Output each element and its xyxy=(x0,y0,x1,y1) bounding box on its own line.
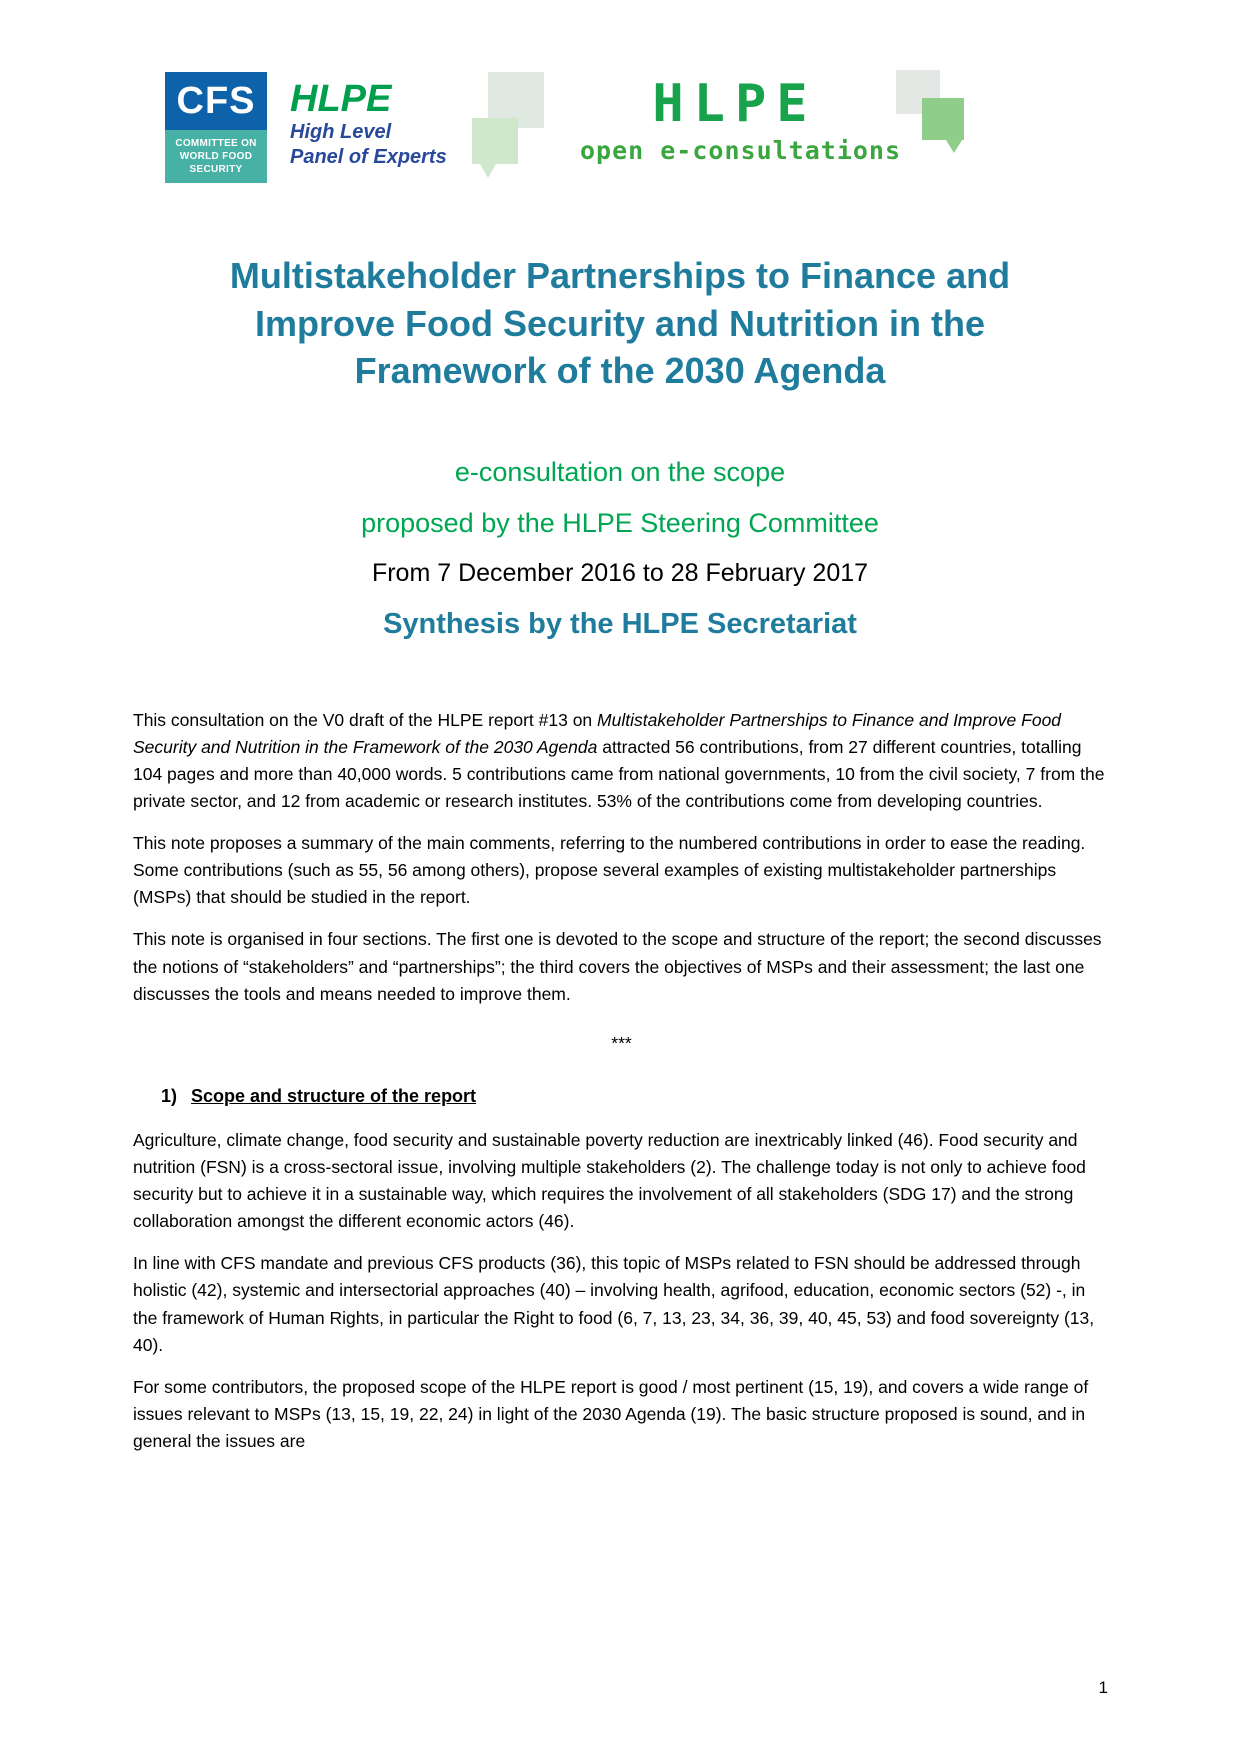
hlpe-logo xyxy=(290,80,447,170)
intro-paragraph-2: This note proposes a summary of the main comments, referring to the numbered contributions in order to ease the reading. Some contributions (such as 55, 56 among others), propose several examples of existing multistakeholder partnerships (MSPs) that should be studied in the report. xyxy=(133,833,1086,908)
section-1-title: Scope and structure of the report xyxy=(191,1085,477,1106)
subtitle-line-2: proposed by the HLPE Steering Committee xyxy=(361,507,879,538)
econsultations-logo-text xyxy=(580,74,902,165)
hlpe-logo-title: HLPE xyxy=(290,78,392,120)
synthesis-heading: Synthesis by the HLPE Secretariat xyxy=(383,607,857,640)
speech-bubble-icon xyxy=(922,98,964,140)
intro-paragraph-1 xyxy=(133,707,1110,816)
section-1-number: 1) xyxy=(161,1085,178,1106)
econsultations-logo-title: HLPE xyxy=(652,74,818,134)
hlpe-logo-line2: Panel of Experts xyxy=(290,145,447,168)
subtitle-line-1: e-consultation on the scope xyxy=(454,456,786,487)
econsultations-logo-subtitle: open e-consultations xyxy=(580,136,902,165)
cfs-logo xyxy=(165,72,267,183)
header xyxy=(0,0,1240,200)
section-1-paragraph-1: Agriculture, climate change, food security and sustainable poverty reduction are inextricably linked (46). Food security and nutrition (FSN) is a cross-sectoral issue, involving multiple stakeholders (2). The challenge today is not only to achieve food security but to achieve it in a sustainable way, which requires the involvement of all stakeholders (SDG 17) and the strong collaboration amongst the different economic actors (46). xyxy=(133,1129,1086,1232)
document-title: Multistakeholder Partnerships to Finance and Improve Food Security and Nutrition in the Framework of the 2030 Agenda xyxy=(229,255,1011,392)
section-separator: *** xyxy=(611,1032,632,1053)
body-content xyxy=(133,707,1110,1456)
cfs-logo-acronym: CFS xyxy=(165,72,267,130)
intro-paragraph-3: This note is organised in four sections. The first one is devoted to the scope and structure of the report; the second discusses the notions of “stakeholders” and “partnerships”; the third covers the objectives of MSPs and their assessment; the last one discusses the tools and means needed to improve them. xyxy=(133,929,1102,1004)
hlpe-logo-line1: High Level xyxy=(290,120,392,143)
section-1-paragraph-2: In line with CFS mandate and previous CFS products (36), this topic of MSPs related to FSN should be addressed through holistic (42), systemic and intersectorial approaches (40) – involving health, agrifood, education, economic sectors (52) -, in the framework of Human Rights, in particular the Right to food (6, 7, 13, 23, 34, 36, 39, 40, 45, 53) and food sovereignty (13, 40). xyxy=(133,1253,1095,1355)
cfs-logo-caption: COMMITTEE ON WORLD FOOD SECURITY xyxy=(165,130,267,183)
econsultations-logo xyxy=(470,60,1030,190)
consultation-dates: From 7 December 2016 to 28 February 2017 xyxy=(371,558,869,587)
intro-paragraph-1-continued: attracted 56 contributions, from 27 different countries, totalling 104 pages and more than 40,000 words. 5 contributions came from national governments, 10 from the civil society, 7 from the private sector, and 12 from academic or research institutes. 53% of the contributions come from developing countries. xyxy=(133,736,1105,811)
speech-bubble-icon xyxy=(472,118,518,164)
section-1-paragraph-3: For some contributors, the proposed scope of the HLPE report is good / most pertinent (15, 19), and covers a wide range of issues relevant to MSPs (13, 15, 19, 22, 24) in light of the 2030 Agenda (19). The basic structure proposed is sound, and in general the issues are xyxy=(133,1376,1089,1452)
subtitle-block xyxy=(0,457,1240,641)
section-1-heading xyxy=(133,1083,1110,1111)
intro-paragraph-1-text: This consultation on the V0 draft of the HLPE report #13 on xyxy=(133,709,598,730)
page-number: 1 xyxy=(1098,1678,1108,1697)
report-title-italic: Multistakeholder Partnerships to Finance and Improve Food Security and Nutrition in the Framework of the 2030 Agenda xyxy=(133,709,1062,757)
